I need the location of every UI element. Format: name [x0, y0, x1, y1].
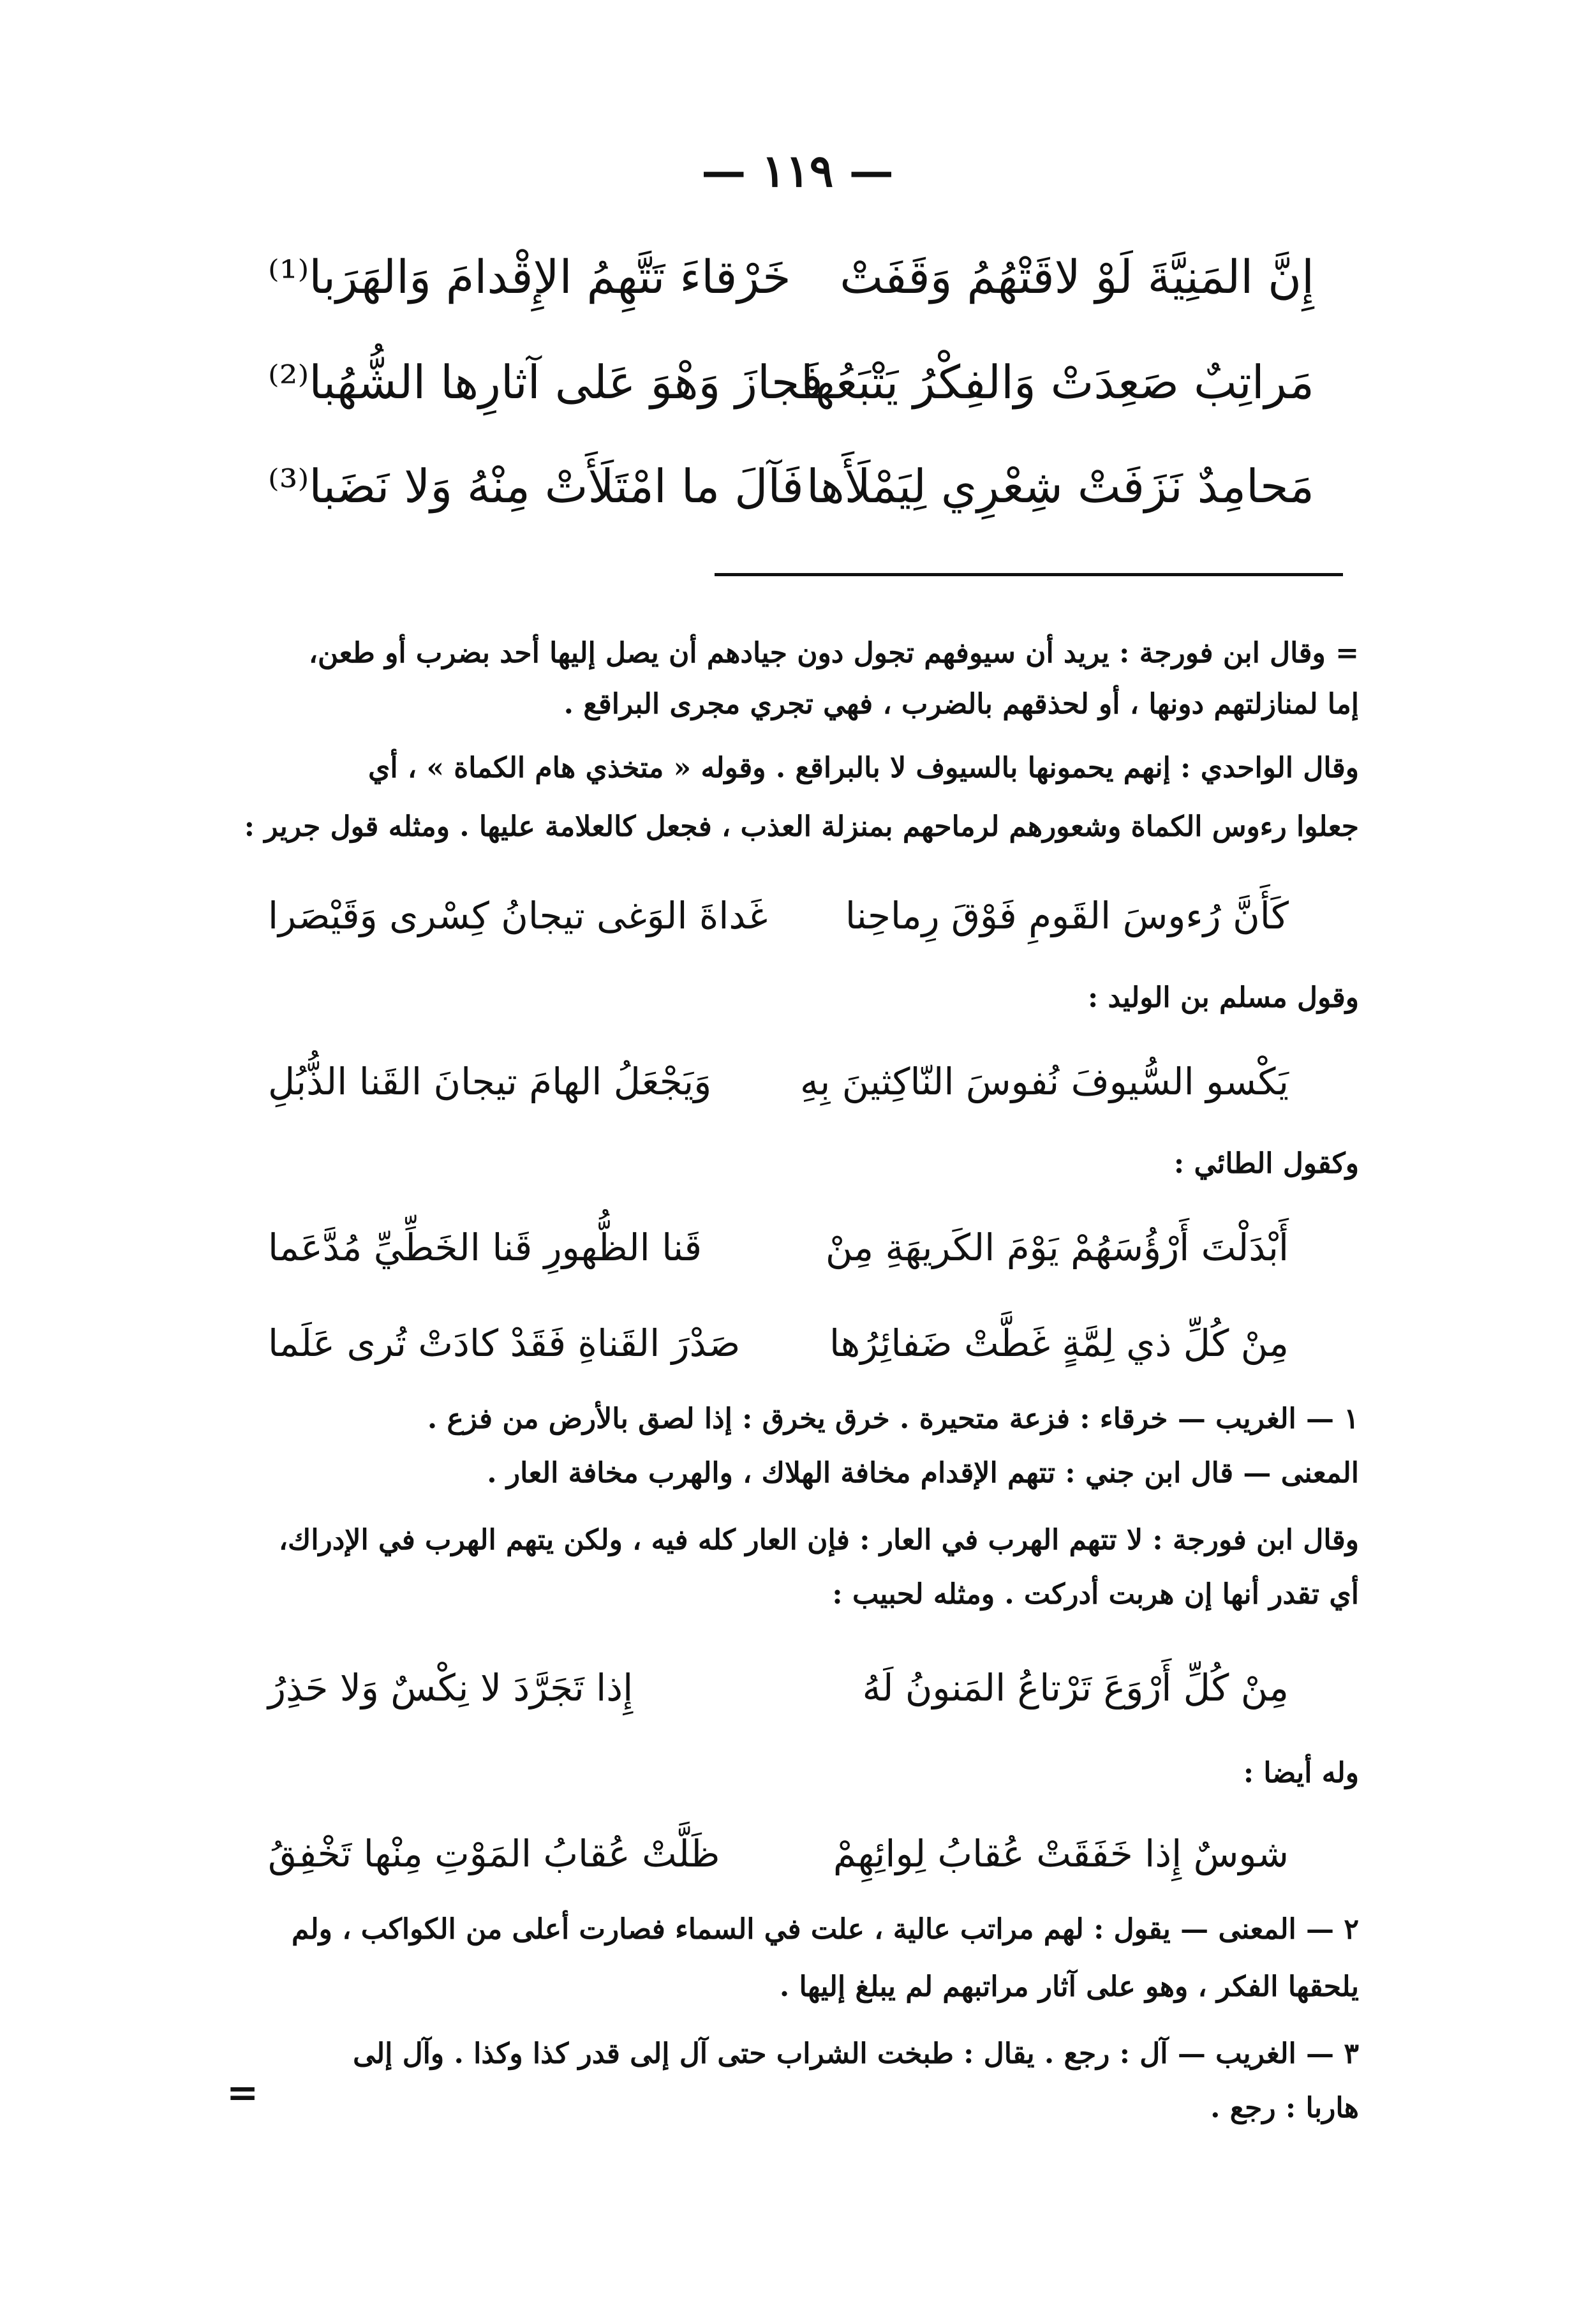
quoted-verse-hemistich-1: أَبْدَلْتَ أَرْؤُسَهُمْ يَوْمَ الكَريهَةِ مِنْ: [825, 1226, 1289, 1269]
quoted-verse-hemistich-1: شوسٌ إِذا خَفَقَتْ عُقابُ لِوائِهِمْ: [833, 1832, 1289, 1875]
quoted-verse-hemistich-2: قَنا الظُّهورِ قَنا الخَطِّيِّ مُدَّعَما: [268, 1226, 702, 1269]
quoted-verse-hemistich-2: ظَلَّتْ عُقابُ المَوْتِ مِنْها تَخْفِقُ: [268, 1832, 720, 1875]
verse-1-hemistich-1: إِنَّ المَنِيَّةَ لَوْ لاقَتْهُمُ وَقَفَتْ: [840, 250, 1314, 304]
quoted-verse-tai-1: [268, 1212, 1289, 1283]
quoted-verse-hemistich-2: إِذا تَجَرَّدَ لا نِكْسٌ وَلا حَذِرُ: [268, 1666, 634, 1709]
quoted-verse-hemistich-1: مِنْ كُلِّ ذي لِمَّةٍ غَطَّتْ ضَفائِرُها: [829, 1322, 1289, 1365]
verse-line-3: [268, 447, 1314, 526]
note-line: وقول مسلم بن الوليد :: [1087, 981, 1359, 1014]
note-line: = وقال ابن فورجة : يريد أن سيوفهم تجول دون جيادهم أن يصل إليها أحد بضرب أو طعن،: [308, 637, 1359, 669]
note-line: وكقول الطائي :: [1173, 1147, 1359, 1180]
note-line: جعلوا رءوس الكماة وشعورهم لرماحهم بمنزلة العذب ، فجعل كالعلامة عليها . ومثله قول جرير :: [244, 810, 1359, 843]
page-number: — ١١٩ —: [701, 144, 894, 197]
quoted-verse-jarir: [268, 881, 1289, 951]
quoted-verse-hemistich-1: يَكْسو السُّيوفَ نُفوسَ النّاكِثينَ بِهِ: [800, 1060, 1289, 1103]
footnote-divider: [715, 573, 1343, 576]
note-line: إما لمنازلتهم دونها ، أو لحذقهم بالضرب ، فهي تجري مجرى البراقع .: [563, 688, 1359, 720]
continuation-mark: =: [226, 2071, 259, 2115]
verse-2-hemistich-2: فَجازَ وَهْوَ عَلى آثارِها الشُّهُبا⁽²⁾: [268, 355, 823, 409]
footnote-1: ١ — الغريب — خرقاء : فزعة متحيرة . خرق يخرق : إذا لصق بالأرض من فزع .: [427, 1403, 1359, 1435]
note-line: يلحقها الفكر ، وهو على آثار مراتبهم لم يبلغ إليها .: [779, 1970, 1359, 2003]
quoted-verse-tai-2: [268, 1308, 1289, 1378]
quoted-verse-hemistich-1: مِنْ كُلِّ أَرْوَعَ تَرْتاعُ المَنونُ لَهُ: [862, 1666, 1289, 1709]
verse-line-1: [268, 237, 1314, 317]
note-line: أي تقدر أنها إن هربت أدركت . ومثله لحبيب :: [832, 1578, 1359, 1611]
quoted-verse-hemistich-1: كَأَنَّ رُءوسَ القَومِ فَوْقَ رِماحِنا: [845, 894, 1289, 937]
note-line: وقال ابن فورجة : لا تتهم الهرب في العار : فإن العار كله فيه ، ولكن يتهم الهرب في الإدراك،: [278, 1524, 1359, 1556]
quoted-verse-hemistich-2: وَيَجْعَلُ الهامَ تيجانَ القَنا الذُّبُلِ: [268, 1060, 712, 1103]
quoted-verse-habib-2: [268, 1819, 1289, 1889]
note-line: وله أيضا :: [1243, 1757, 1359, 1789]
quoted-verse-muslim: [268, 1047, 1289, 1117]
verse-3-hemistich-2: فَآلَ ما امْتَلَأَتْ مِنْهُ وَلا نَضَبا⁽³⁾: [268, 459, 804, 513]
verse-3-hemistich-1: مَحامِدٌ نَزَفَتْ شِعْرِي لِيَمْلَأَها: [806, 459, 1314, 513]
note-line: هاربا : رجع .: [1210, 2092, 1359, 2124]
quoted-verse-hemistich-2: صَدْرَ القَناةِ فَقَدْ كادَتْ تُرى عَلَما: [268, 1322, 741, 1365]
quoted-verse-habib: [268, 1653, 1289, 1723]
note-line: وقال الواحدي : إنهم يحمونها بالسيوف لا بالبراقع . وقوله « متخذي هام الكماة » ، أي: [367, 752, 1359, 784]
verse-2-hemistich-1: مَراتِبٌ صَعِدَتْ وَالفِكْرُ يَتْبَعُها: [800, 355, 1314, 409]
footnote-3: ٣ — الغريب — آل : رجع . يقال : طبخت الشراب حتى آل إلى قدر كذا وكذا . وآل إلى: [353, 2037, 1359, 2070]
note-line: المعنى — قال ابن جني : تتهم الإقدام مخافة الهلاك ، والهرب مخافة العار .: [487, 1457, 1359, 1489]
verse-line-2: [268, 343, 1314, 422]
verse-1-hemistich-2: خَرْقاءَ تَتَّهِمُ الإِقْدامَ وَالهَرَبا⁽¹⁾: [268, 250, 791, 304]
quoted-verse-hemistich-2: غَداةَ الوَغى تيجانُ كِسْرى وَقَيْصَرا: [268, 894, 768, 937]
footnote-2: ٢ — المعنى — يقول : لهم مراتب عالية ، علت في السماء فصارت أعلى من الكواكب ، ولم: [291, 1913, 1359, 1946]
